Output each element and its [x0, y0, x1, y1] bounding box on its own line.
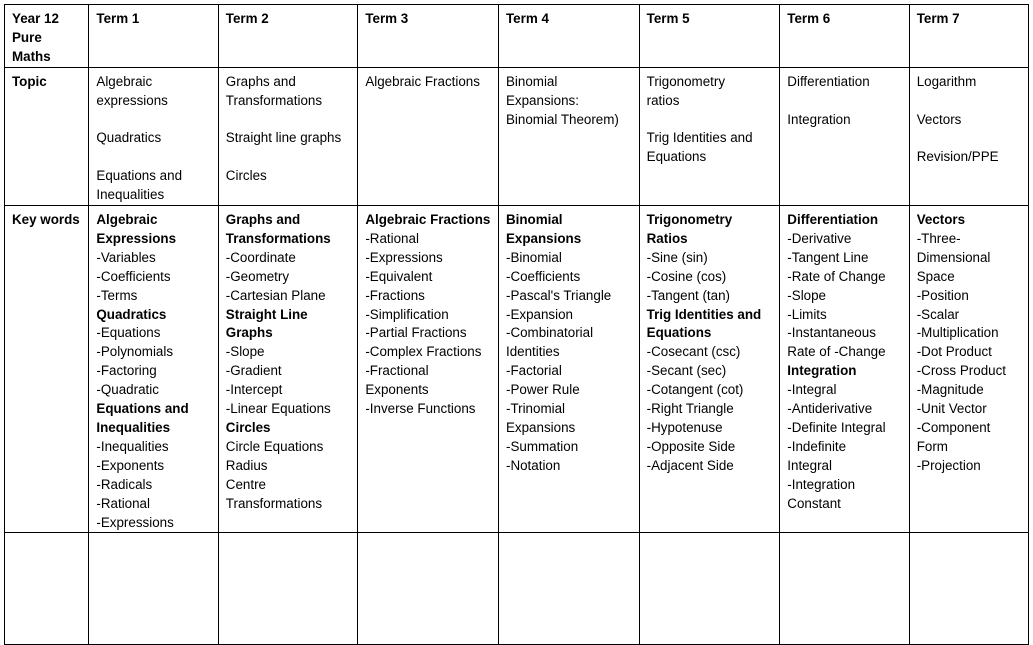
keyword-item: -Cross Product — [916, 363, 1006, 379]
topic-row — [5, 67, 1029, 205]
keyword-item: -Complex Fractions — [365, 344, 482, 360]
topic-line — [96, 111, 210, 130]
keyword-item: Circle Equations — [225, 438, 324, 454]
keywords-cell — [639, 206, 780, 533]
keyword-item: -Equivalent — [365, 268, 433, 284]
keyword-item: -Variables — [96, 249, 156, 265]
topic-cell — [780, 67, 909, 205]
keyword-item: -Right Triangle — [646, 401, 734, 417]
term-header: Term 5 — [639, 5, 780, 68]
topic-line: Trigonometry — [646, 73, 726, 89]
term-header: Term 2 — [218, 5, 358, 68]
keyword-heading: Equations and — [96, 401, 189, 417]
keyword-item: Rate of -Change — [787, 344, 886, 360]
keyword-heading: Vectors — [916, 212, 966, 228]
topic-line — [917, 129, 1021, 148]
keyword-item: Form — [916, 438, 948, 454]
keyword-item: -Power Rule — [505, 382, 580, 398]
keyword-item: -Multiplication — [916, 325, 999, 341]
keyword-item: -Binomial — [505, 249, 562, 265]
keyword-heading: Circles — [225, 420, 271, 435]
topic-line — [226, 111, 351, 130]
keyword-item: -Three- — [916, 230, 961, 246]
topic-line: expressions — [96, 92, 168, 108]
keywords-cell — [498, 206, 639, 533]
keyword-item: Space — [916, 268, 955, 284]
keyword-heading: Algebraic Fractions — [365, 212, 491, 228]
row-label-keywords: Key words — [5, 206, 89, 533]
keyword-item: -Combinatorial — [505, 325, 594, 341]
keyword-item: -Expressions — [96, 514, 174, 530]
topic-line — [226, 148, 351, 167]
keyword-item: -Rate of Change — [787, 268, 886, 284]
keyword-item: -Expansion — [505, 306, 573, 322]
topic-line: Quadratics — [96, 130, 162, 146]
keyword-item: -Derivative — [787, 230, 852, 246]
keywords-cell — [780, 206, 909, 533]
empty-cell — [909, 533, 1028, 645]
term-header: Term 3 — [358, 5, 499, 68]
topic-line: Differentiation — [787, 73, 870, 89]
curriculum-table — [4, 4, 1029, 645]
keyword-item: -Summation — [505, 438, 579, 454]
topic-cell — [498, 67, 639, 205]
topic-cell — [358, 67, 499, 205]
keyword-item: Exponents — [365, 382, 429, 398]
keyword-item: -Cosecant (csc) — [646, 344, 741, 360]
topic-line: Circles — [225, 168, 267, 184]
keyword-item: -Notation — [505, 457, 561, 473]
empty-cell — [89, 533, 218, 645]
topic-cell — [639, 67, 780, 205]
topic-line: Inequalities — [96, 187, 165, 203]
keyword-heading: Transformations — [225, 230, 331, 246]
topic-line: Logarithm — [916, 73, 977, 89]
keyword-item: -Projection — [916, 457, 981, 473]
empty-cell — [5, 533, 89, 645]
empty-cell — [780, 533, 909, 645]
topic-line — [96, 148, 210, 167]
keyword-item: Centre — [225, 476, 266, 492]
topic-cell — [89, 67, 218, 205]
topic-line: Revision/PPE — [916, 149, 999, 165]
keyword-item: -Rational — [365, 230, 419, 246]
corner-line: Pure — [12, 29, 42, 45]
term-header: Term 1 — [89, 5, 218, 68]
keyword-heading: Expressions — [96, 230, 177, 246]
term-header: Term 7 — [909, 5, 1028, 68]
keywords-cell — [89, 206, 218, 533]
topic-cell — [218, 67, 358, 205]
keyword-item: -Dot Product — [916, 344, 992, 360]
keyword-item: -Coefficients — [505, 268, 581, 284]
keyword-item: -Definite Integral — [787, 420, 886, 435]
keyword-item: -Cosine (cos) — [646, 268, 727, 284]
keyword-heading: Quadratics — [96, 306, 167, 322]
empty-row — [5, 533, 1029, 645]
keyword-item: Expansions — [505, 420, 576, 435]
keyword-item: -Gradient — [225, 363, 282, 379]
keyword-item: -Tangent Line — [787, 249, 869, 265]
topic-line: Trig Identities and — [646, 130, 753, 146]
keyword-item: -Opposite Side — [646, 438, 736, 454]
keyword-heading: Trig Identities and — [646, 306, 762, 322]
keyword-heading: Expansions — [505, 230, 582, 246]
keyword-item: -Cotangent (cot) — [646, 382, 744, 398]
keyword-item: -Slope — [787, 287, 827, 303]
corner-line: Year 12 — [12, 11, 59, 26]
keyword-item: -Quadratic — [96, 382, 159, 398]
topic-line: Straight line graphs — [225, 130, 342, 146]
keyword-heading: Straight Line — [225, 306, 308, 322]
keyword-item: -Limits — [787, 306, 827, 322]
topic-line: Algebraic Fractions — [365, 73, 480, 89]
topic-line — [647, 111, 773, 130]
keyword-item: -Instantaneous — [787, 325, 876, 341]
keywords-cell — [909, 206, 1028, 533]
keyword-item: -Cartesian Plane — [225, 287, 326, 303]
keyword-item: -Coefficients — [96, 268, 171, 284]
keyword-item: -Factorial — [505, 363, 562, 379]
empty-cell — [639, 533, 780, 645]
keyword-item: -Terms — [96, 287, 138, 303]
keyword-item: -Slope — [225, 344, 265, 360]
topic-line: Equations — [646, 149, 707, 165]
keyword-item: -Fractional — [365, 363, 429, 379]
keyword-item: Identities — [505, 344, 560, 360]
keywords-row — [5, 206, 1029, 533]
keyword-item: -Antiderivative — [787, 401, 873, 417]
keyword-item: -Magnitude — [916, 382, 984, 398]
term-header: Term 6 — [780, 5, 909, 68]
keyword-item: -Geometry — [225, 268, 290, 284]
topic-line: Integration — [787, 111, 851, 127]
header-row — [5, 5, 1029, 68]
empty-cell — [358, 533, 499, 645]
corner-cell — [5, 5, 89, 68]
keyword-item: -Trinomial — [505, 401, 566, 417]
keyword-item: -Equations — [96, 325, 161, 341]
topic-line: Transformations — [225, 92, 323, 108]
keyword-heading: Ratios — [646, 230, 688, 246]
keyword-item: -Factoring — [96, 363, 157, 379]
keyword-item: -Indefinite — [787, 438, 847, 454]
topic-line: Binomial — [505, 73, 558, 89]
keyword-item: -Position — [916, 287, 969, 303]
topic-line: ratios — [646, 92, 680, 108]
corner-line: Maths — [12, 48, 51, 64]
topic-line: Binomial Theorem) — [505, 111, 619, 127]
keywords-cell — [358, 206, 499, 533]
empty-cell — [218, 533, 358, 645]
keyword-item: -Component — [916, 420, 991, 435]
keywords-cell — [218, 206, 358, 533]
keyword-item: -Radicals — [96, 476, 153, 492]
keyword-item: Transformations — [225, 495, 323, 511]
keyword-item: -Polynomials — [96, 344, 174, 360]
keyword-item: Integral — [787, 457, 832, 473]
keyword-item: -Exponents — [96, 457, 165, 473]
term-header: Term 4 — [498, 5, 639, 68]
keyword-item: -Linear Equations — [225, 401, 331, 417]
topic-line: Expansions: — [505, 92, 579, 108]
keyword-item: Dimensional — [916, 249, 991, 265]
keyword-item: -Integration — [787, 476, 856, 492]
topic-line — [917, 92, 1021, 111]
keyword-heading: Inequalities — [96, 420, 171, 435]
keyword-heading: Binomial — [505, 212, 563, 228]
keyword-item: -Expressions — [365, 249, 443, 265]
topic-line — [787, 92, 901, 111]
empty-cell — [498, 533, 639, 645]
keyword-item: -Coordinate — [225, 249, 296, 265]
keyword-item: Constant — [787, 495, 841, 511]
keyword-heading: Trigonometry — [646, 212, 733, 228]
keyword-item: -Fractions — [365, 287, 425, 303]
keyword-item: -Pascal's Triangle — [505, 287, 612, 303]
keyword-item: -Inverse Functions — [365, 401, 476, 417]
keyword-item: -Tangent (tan) — [646, 287, 731, 303]
keyword-heading: Graphs — [225, 325, 273, 341]
keyword-heading: Differentiation — [787, 212, 879, 228]
keyword-heading: Integration — [787, 363, 857, 379]
topic-line: Graphs and — [225, 73, 296, 89]
topic-cell — [909, 67, 1028, 205]
keyword-item: -Adjacent Side — [646, 457, 734, 473]
keyword-item: -Scalar — [916, 306, 960, 322]
topic-line: Vectors — [916, 111, 962, 127]
keyword-item: -Secant (sec) — [646, 363, 727, 379]
keyword-item: -Unit Vector — [916, 401, 987, 417]
keyword-item: Radius — [225, 457, 268, 473]
keyword-item: -Simplification — [365, 306, 449, 322]
row-label-topic: Topic — [5, 67, 89, 205]
keyword-heading: Equations — [646, 325, 712, 341]
keyword-item: -Partial Fractions — [365, 325, 467, 341]
keyword-heading: Algebraic — [96, 212, 158, 228]
keyword-item: -Rational — [96, 495, 150, 511]
keyword-heading: Graphs and — [225, 212, 301, 228]
keyword-item: -Hypotenuse — [646, 420, 723, 435]
keyword-item: -Integral — [787, 382, 837, 398]
topic-line: Algebraic — [96, 73, 153, 89]
keyword-item: -Inequalities — [96, 438, 169, 454]
keyword-item: -Intercept — [225, 382, 283, 398]
keyword-item: -Sine (sin) — [646, 249, 708, 265]
topic-line: Equations and — [96, 168, 183, 184]
